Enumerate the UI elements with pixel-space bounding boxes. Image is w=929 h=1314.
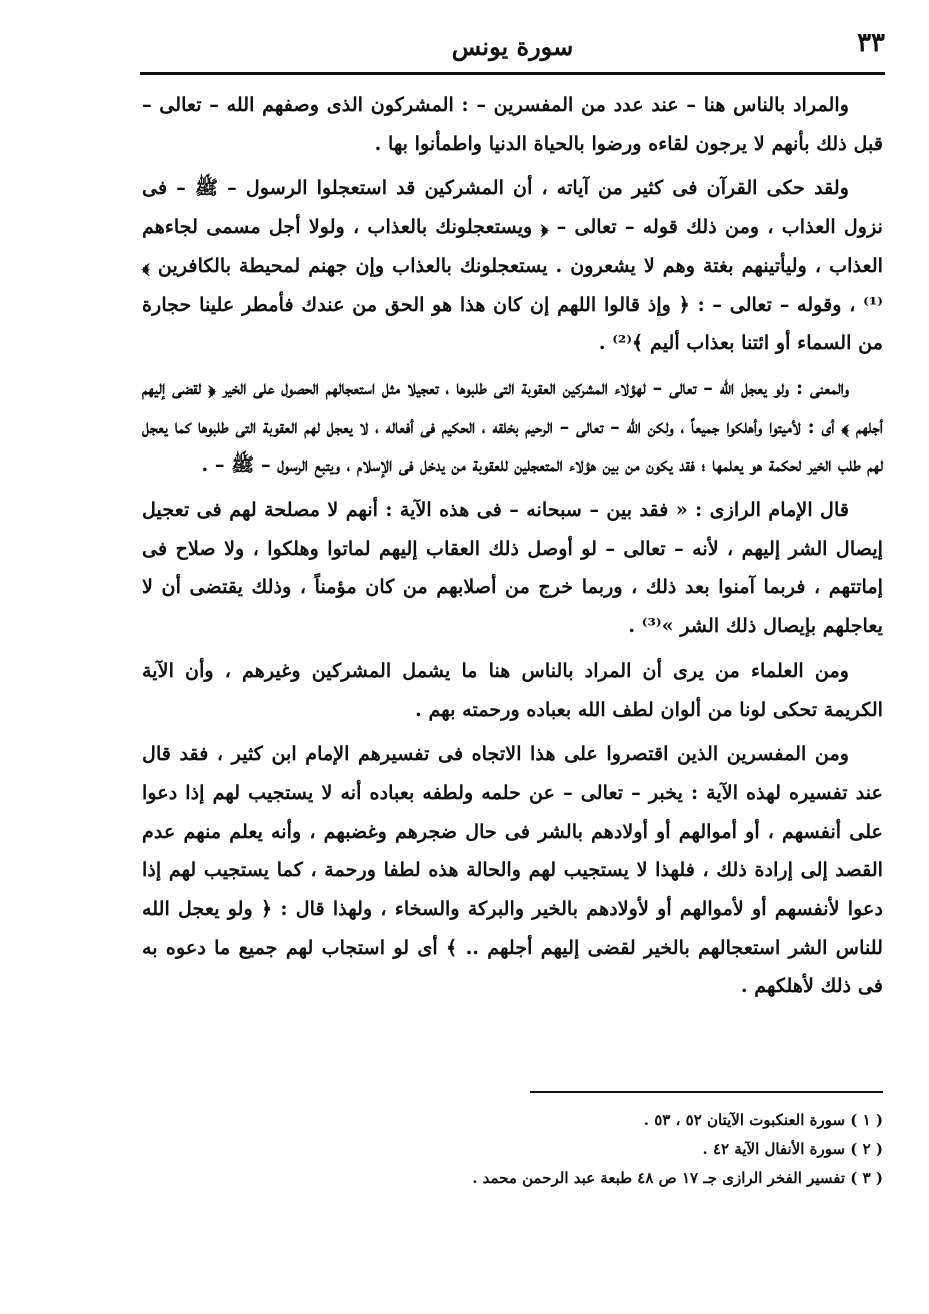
paragraph: ومن العلماء من يرى أن المراد بالناس هنا ما يشمل المشركين وغيرهم ، وأن الآية الكريمة تحكى لونا من ألوان لطف الله بعباده ورحمته بهم .	[142, 658, 883, 721]
running-title: سورة يونس	[451, 32, 574, 61]
paragraph: والمعنى : ولو يعجل الله – تعالى – لهؤلاء المشركين العقوبة التى طلبوها ، تعجيلا مثل استعجالهم الحصول على الخير ﴿ لقضى إليهم أجلهم ﴾ أى : لأميتوا وأهلكوا جميعاً ، ولكن الله – تعالى – الرحيم بخلقه ، الحكيم فى أفعاله ، لا يعجل لهم العقوبة التى طلبوها كما يعجل لهم طلب الخير لحكمة هو يعلمها ؛ فقد يكون من بين هؤلاء المتعجلين للعقوبة من يدخل فى الإسلام ، ويتبع الرسول – ﷺ – .	[142, 375, 883, 477]
paragraph: ومن المفسرين الذين اقتصروا على هذا الاتجاه فى تفسيرهم الإمام ابن كثير ، فقد قال عند تفسيره لهذه الآية : يخبر – تعالى – عن حلمه ولطفه بعباده أنه لا يستجيب لهم إذا دعوا على أنفسهم ، أو أموالهم أو أولادهم بالشر فى حال ضجرهم وغضبهم ، وأنه يعلم منهم عدم القصد إلى إرادة ذلك ، فلهذا لا يستجيب لهم والحالة هذه لطفا ورحمة ، كما يستجيب لهم إذا دعوا لأنفسهم أو لأموالهم أو لأولادهم بالخير والبركة والسخاء ، ولهذا قال : ﴿ ولو يعجل الله للناس الشر استعجالهم بالخير لقضى إليهم أجلهم .. ﴾ أى لو استجاب لهم جميع ما دعوه به فى ذلك لأهلكهم .	[142, 742, 883, 998]
footnote-rule	[530, 1091, 883, 1093]
footnote: ( ٢ ) سورة الأنفال الآية ٤٢ .	[702, 1140, 883, 1158]
footnote: ( ١ ) سورة العنكبوت الآيتان ٥٢ ، ٥٣ .	[643, 1111, 883, 1129]
main-text	[142, 86, 883, 1012]
header-rule	[140, 72, 885, 75]
paragraph: والمراد بالناس هنا – عند عدد من المفسرين – : المشركون الذى وصفهم الله – تعالى – قبل ذلك بأنهم لا يرجون لقاءه ورضوا بالحياة الدنيا واطمأنوا بها .	[142, 93, 883, 155]
footnotes	[142, 1106, 883, 1193]
paragraph: ولقد حكى القرآن فى كثير من آياته ، أن المشركين قد استعجلوا الرسول – ﷺ – فى نزول العذاب ، ومن ذلك قوله – تعالى – ﴿ ويستعجلونك بالعذاب ، ولولا أجل مسمى لجاءهم العذاب ، وليأتينهم بغتة وهم لا يشعرون . يستعجلونك بالعذاب وإن جهنم لمحيطة بالكافرين ﴾⁽¹⁾ ، وقوله – تعالى – : ﴿ وإذ قالوا اللهم إن كان هذا هو الحق من عندك فأمطر علينا حجارة من السماء أو ائتنا بعذاب أليم ﴾⁽²⁾ .	[142, 176, 883, 355]
paragraph: قال الإمام الرازى : « فقد بين – سبحانه – فى هذه الآية : أنهم لا مصلحة لهم فى تعجيل إيصال الشر إليهم ، لأنه – تعالى – لو أوصل ذلك العقاب إليهم لماتوا وهلكوا ، ولا صلاح فى إماتتهم ، فربما آمنوا بعد ذلك ، وربما خرج من أصلابهم من كان مؤمناً ، وذلك يقتضى أن لا يعاجلهم بإيصال ذلك الشر »⁽³⁾ .	[142, 498, 883, 638]
page-number: ٣٣	[857, 28, 885, 58]
footnote: ( ٣ ) تفسير الفخر الرازى جـ ١٧ ص ٤٨ طبعة عبد الرحمن محمد .	[472, 1169, 883, 1187]
page-header	[140, 22, 885, 70]
